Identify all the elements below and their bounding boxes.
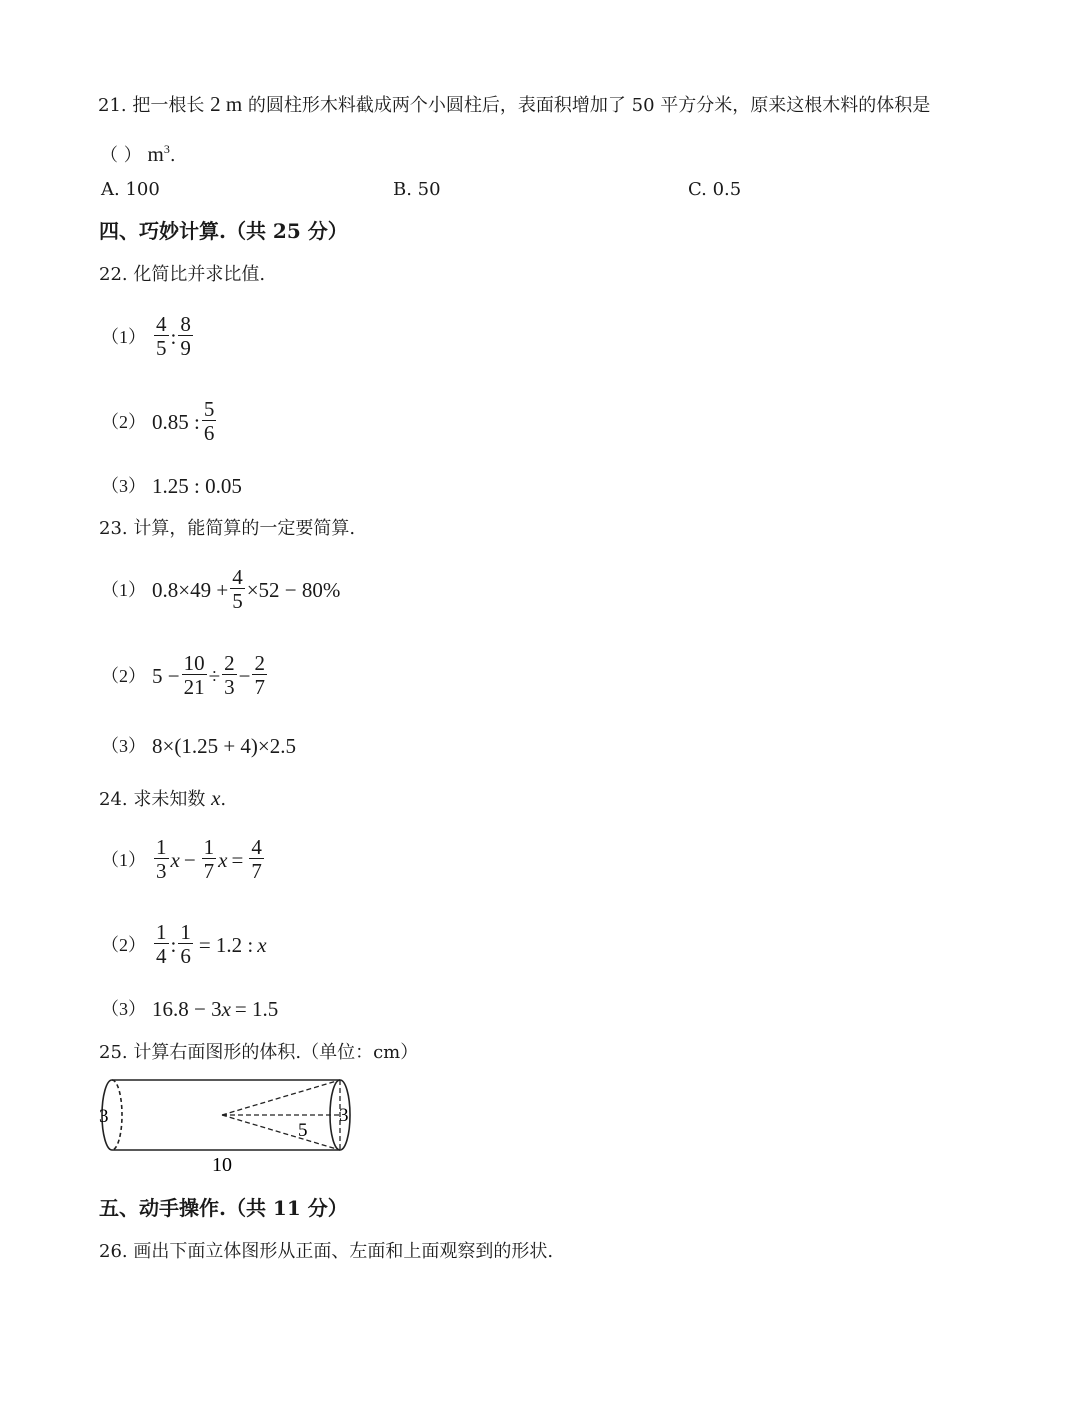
q22-p3-expr: 1.25 : 0.05 <box>152 474 242 498</box>
fraction: $\frac{1}{3}$ <box>156 835 167 883</box>
q24-p1-label: （1） <box>101 849 146 870</box>
q22-title: 22. 化简比并求比值. <box>99 264 266 285</box>
q23-p2-expr-a: 5 − <box>152 663 180 688</box>
ratio-colon: : <box>170 932 177 957</box>
cone-height-label: 5 <box>298 1120 308 1141</box>
q22-p2-label: （2） <box>101 411 146 432</box>
q22-part-3 <box>101 474 242 498</box>
variable-x: x <box>170 847 180 872</box>
q24-title <box>99 786 226 812</box>
cylinder-cone-figure <box>90 1070 370 1180</box>
left-ellipse-back <box>112 1080 122 1150</box>
ratio-colon: : <box>170 324 177 349</box>
q21-unit: $m^3$ <box>147 142 170 166</box>
fraction: $\frac{5}{6}$ <box>203 397 215 445</box>
q21-text-b: 的圆柱形木料截成两个小圆柱后，表面积增加了 50 平方分米，原来这根木料的体积是 <box>247 95 931 116</box>
variable-x: x <box>221 997 231 1021</box>
q24-title-text: 24. 求未知数 <box>99 789 206 810</box>
q24-p2-label: （2） <box>101 934 146 955</box>
q22-part-2 <box>101 398 218 445</box>
q24-p3-expr-a: 16.8 − 3 <box>152 997 222 1021</box>
q21-option-b: B. 50 <box>393 179 441 200</box>
q24-p2-expr: = 1.2 : <box>198 932 254 957</box>
q24-p3-label: （3） <box>101 999 146 1019</box>
q24-part-3 <box>101 997 278 1021</box>
q21-text-a: 21. 把一根长 <box>98 95 205 116</box>
q21-option-a: A. 100 <box>101 179 160 200</box>
variable-x: x <box>257 932 267 957</box>
q23-p1-expr-a: 0.8×49 + <box>152 577 229 602</box>
q23-part-3 <box>101 734 296 758</box>
minus-sign: − <box>183 847 196 872</box>
left-diameter-label: 3 <box>99 1106 109 1127</box>
q24-variable: x <box>211 786 221 810</box>
q24-p3-expr-b: = 1.5 <box>234 997 279 1021</box>
q22-part-1 <box>101 313 195 360</box>
minus-sign: − <box>238 663 251 688</box>
q21-blank: （ ） <box>100 145 142 166</box>
q23-part-2 <box>101 652 269 699</box>
variable-x: x <box>218 847 228 872</box>
q24-period: . <box>220 789 227 810</box>
q23-p3-label: （3） <box>101 736 146 756</box>
q23-part-1 <box>101 566 340 613</box>
q22-p2-expr: 0.85 : <box>152 409 200 434</box>
q21-line1 <box>98 92 930 118</box>
fraction: $\frac{1}{6}$ <box>180 920 191 968</box>
q24-part-2 <box>101 921 267 968</box>
q22-p1-label: （1） <box>101 326 146 347</box>
q21-option-c: C. 0.5 <box>688 179 742 200</box>
right-diameter-label: 3 <box>339 1105 349 1126</box>
fraction: $\frac{8}{9}$ <box>180 312 191 360</box>
q25-title: 25. 计算右面图形的体积.（单位：cm） <box>99 1042 419 1063</box>
fraction: $\frac{1}{7}$ <box>203 835 215 883</box>
section-5-title: 五、动手操作.（共 11 分） <box>99 1196 348 1220</box>
cylinder-length-label: 10 <box>212 1154 232 1176</box>
q22-p3-label: （3） <box>101 476 146 496</box>
q24-part-1 <box>101 836 266 883</box>
cone-upper-edge <box>222 1080 340 1115</box>
fraction: $\frac{1}{4}$ <box>156 920 167 968</box>
fraction: $\frac{4}{7}$ <box>251 835 262 883</box>
q23-p3-expr: 8×(1.25 + 4)×2.5 <box>152 734 297 758</box>
fraction: $\frac{10}{21}$ <box>183 651 205 699</box>
q26-title: 26. 画出下面立体图形从正面、左面和上面观察到的形状. <box>99 1241 554 1262</box>
equals-sign: = <box>231 847 244 872</box>
q23-p2-label: （2） <box>101 665 146 686</box>
q23-title: 23. 计算，能简算的一定要简算. <box>99 518 356 539</box>
fraction: $\frac{2}{3}$ <box>224 651 235 699</box>
section-4-title: 四、巧妙计算.（共 25 分） <box>99 219 348 243</box>
fraction: $\frac{2}{7}$ <box>254 651 265 699</box>
q21-length: 2 m <box>210 92 243 116</box>
fraction: $\frac{4}{5}$ <box>232 565 243 613</box>
cone-lower-edge <box>222 1115 340 1150</box>
fraction: $\frac{4}{5}$ <box>156 312 167 360</box>
q21-line2 <box>100 137 176 168</box>
q23-p1-expr-b: ×52 − 80% <box>246 577 341 602</box>
divide-sign: ÷ <box>208 663 221 688</box>
q21-period: . <box>169 145 176 166</box>
q23-p1-label: （1） <box>101 579 146 600</box>
